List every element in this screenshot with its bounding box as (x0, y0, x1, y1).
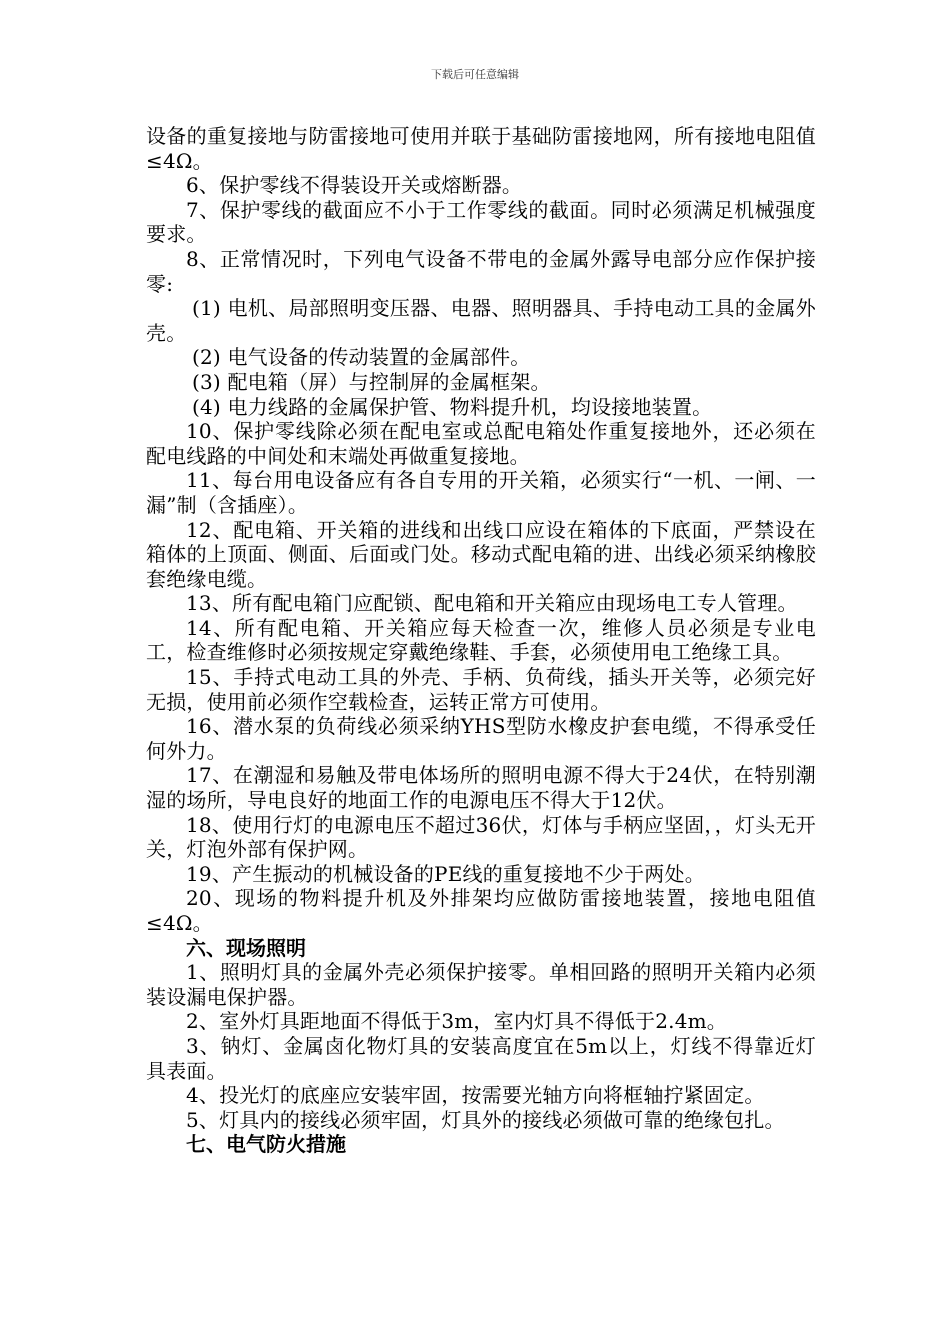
paragraph: 12、配电箱、开关箱的进线和出线口应设在箱体的下底面，严禁设在箱体的上顶面、侧面、后面或门处。移动式配电箱的进、出线必须采纳橡胶套绝缘电缆。 (146, 517, 816, 591)
paragraph: 19、产生振动的机械设备的PE线的重复接地不少于两处。 (186, 861, 705, 886)
paragraph: 17、在潮湿和易触及带电体场所的照明电源不得大于24伏，在特别潮湿的场所，导电良好的地面工作的电源电压不得大于12伏。 (146, 763, 816, 813)
paragraph: 20、现场的物料提升机及外排架均应做防雷接地装置，接地电阻值≤4Ω。 (146, 886, 816, 935)
paragraph: 8、正常情况时，下列电气设备不带电的金属外露导电部分应作保护接零: (146, 246, 816, 296)
paragraph: 4、投光灯的底座应安装牢固，按需要光轴方向将框轴拧紧固定。 (186, 1083, 765, 1108)
paragraph: 16、潜水泵的负荷线必须采纳YHS型防水橡皮护套电缆，不得承受任何外力。 (146, 714, 816, 763)
list-item: (4) 电力线路的金属保护管、物料提升机，均设接地装置。 (192, 394, 713, 419)
list-item: (1) 电机、局部照明变压器、电器、照明器具、手持电动工具的金属外壳。 (146, 296, 816, 345)
header-note: 下载后可任意编辑 (431, 68, 519, 81)
list-item: (2) 电气设备的传动装置的金属部件。 (192, 345, 531, 370)
paragraph: 18、使用行灯的电源电压不超过36伏，灯体与手柄应坚固，，灯头无开关，灯泡外部有保护网。 (146, 812, 816, 862)
paragraph: 6、保护零线不得装设开关或熔断器。 (186, 173, 523, 198)
paragraph: 设备的重复接地与防雷接地可使用并联于基础防雷接地网，所有接地电阻值≤4Ω。 (146, 124, 816, 173)
paragraph: 1、照明灯具的金属外壳必须保护接零。单相回路的照明开关箱内必须装设漏电保护器。 (146, 960, 816, 1009)
list-item: (3) 配电箱（屏）与控制屏的金属框架。 (192, 369, 551, 394)
paragraph: 2、室外灯具距地面不得低于3m，室内灯具不得低于2.4m。 (186, 1009, 727, 1034)
paragraph: 11、每台用电设备应有各自专用的开关箱，必须实行“一机、一闸、一漏”制（含插座）。 (146, 468, 816, 517)
paragraph: 3、钠灯、金属卤化物灯具的安装高度宜在5m以上，灯线不得靠近灯具表面。 (146, 1033, 816, 1083)
paragraph: 7、保护零线的截面应不小于工作零线的截面。同时必须满足机械强度要求。 (146, 197, 816, 247)
document-body (146, 124, 816, 1157)
paragraph: 13、所有配电箱门应配锁、配电箱和开关箱应由现场电工专人管理。 (186, 591, 798, 616)
paragraph: 5、灯具内的接线必须牢固，灯具外的接线必须做可靠的绝缘包扎。 (186, 1107, 785, 1132)
paragraph: 14、所有配电箱、开关箱应每天检查一次，维修人员必须是专业电工，检查维修时必须按规定穿戴绝缘鞋、手套，必须使用电工绝缘工具。 (146, 615, 816, 665)
section-heading: 七、电气防火措施 (186, 1132, 346, 1157)
paragraph: 10、保护零线除必须在配电室或总配电箱处作重复接地外，还必须在配电线路的中间处和末端处再做重复接地。 (146, 419, 816, 468)
paragraph: 15、手持式电动工具的外壳、手柄、负荷线，插头开关等，必须完好无损，使用前必须作空载检查，运转正常方可使用。 (146, 665, 816, 714)
section-heading: 六、现场照明 (186, 935, 306, 960)
